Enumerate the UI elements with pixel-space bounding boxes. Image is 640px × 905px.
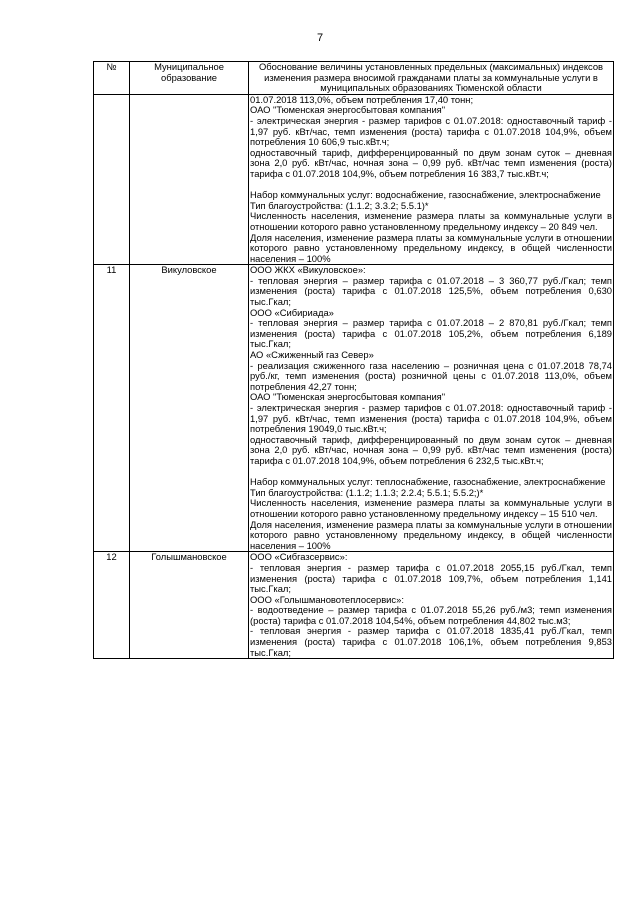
description-paragraph: АО «Сжиженный газ Север» [250,349,374,361]
description-paragraph: ООО «Сибгазсервис»: [250,551,348,563]
row-description [249,94,614,265]
description-paragraph: Доля населения, изменение размера платы за коммунальные услуги в отношении которого равно установленному предельному индексу, в общей численности населения – 100% [250,231,612,264]
description-paragraph: ООО ЖКХ «Викуловское»: [250,264,366,276]
description-paragraph: Набор коммунальных услуг: водоснабжение, газоснабжение, электроснабжение [250,189,601,201]
description-paragraph: Численность населения, изменение размера платы за коммунальные услуги в отношении которого равно установленному предельному индексу – 20 849 чел. [250,210,612,232]
description-paragraph: 01.07.2018 113,0%, объем потребления 17,40 тонн; [250,93,474,105]
row-num: 12 [94,552,130,659]
description-paragraph: ООО «Сибириада» [250,306,334,318]
description-paragraph: - тепловая энергия - размер тарифа с 01.07.2018 2055,15 руб./Гкал, темп изменения (роста) тарифа с 01.07.2018 109,7%, объем потребления 1,141 тыс.Гкал; [250,561,612,595]
tariff-table [93,61,614,659]
description-paragraph: ООО «Голышмановотеплосервис»: [250,593,404,605]
row-description [249,552,614,659]
description-paragraph: Набор коммунальных услуг: теплоснабжение, газоснабжение, электроснабжение [250,476,606,488]
description-paragraph: Численность населения, изменение размера платы за коммунальные услуги в отношении которого равно установленному предельному индексу – 15 510 чел. [250,497,612,519]
description-paragraph: - тепловая энергия - размер тарифа с 01.07.2018 1835,41 руб./Гкал, темп изменения (роста) тарифа с 01.07.2018 106,1%, объем потребления 9,853 тыс.Гкал; [250,625,612,658]
description-paragraph: Тип благоустройства: (1.1.2; 1.1.3; 2.2.4; 5.5.1; 5.5.2;)* [250,486,484,498]
row-description [249,265,614,552]
page-number: 7 [316,32,324,44]
row-municipality: Голышмановское [130,552,249,659]
row-num [94,94,130,265]
description-paragraph: ОАО "Тюменская энергосбытовая компания" [250,104,446,116]
description-paragraph: одноставочный тариф, дифференцированный по двум зонам суток – дневная зона 2,0 руб. кВт/час, ночная зона – 0,99 руб. кВт/час темп изменения (роста) тарифа с 01.07.2018 104,9%, объем потребления 16 383,7 тыс.кВт.ч; [250,146,612,179]
description-paragraph: - электрическая энергия - размер тарифов с 01.07.2018: одноставочный тариф - 1,97 руб. кВт/час, темп изменения (роста) тарифа с 01.07.2018 104,9%, объем потребления 19049,0 тыс.кВт.ч; [250,402,612,435]
description-paragraph: ОАО "Тюменская энергосбытовая компания" [250,391,446,403]
table-header-row [94,62,614,95]
header-num: № [94,62,130,95]
header-justification: Обоснование величины установленных предельных (максимальных) индексов изменения размера вносимой гражданами платы за коммунальные услуги в муниципальных образованиях Тюменской области [249,62,614,95]
header-municipality: Муниципальное образование [130,62,249,95]
description-paragraph: - тепловая энергия – размер тарифа с 01.07.2018 – 2 870,81 руб./Гкал; темп изменения (роста) тарифа с 01.07.2018 105,2%, объем потребления 6,189 тыс.Гкал; [250,317,612,350]
table-row [94,265,614,552]
row-municipality [130,94,249,265]
description-paragraph: - тепловая энергия – размер тарифа с 01.07.2018 – 3 360,77 руб./Гкал; темп изменения (роста) тарифа с 01.07.2018 125,5%, объем потребления 0,630 тыс.Гкал; [250,274,612,308]
row-num: 11 [94,265,130,552]
description-paragraph: - водоотведение – размер тарифа с 01.07.2018 55,26 руб./м3; темп изменения (роста) тарифа с 01.07.2018 104,54%, объем потребления 44,802 тыс.м3; [250,604,612,626]
description-paragraph: - реализация сжиженного газа населению – розничная цена с 01.07.2018 78,74 руб./кг, темп изменения (роста) розничной цены с 01.07.2018 113,0%, объем потребления 42,27 тонн; [250,359,612,392]
table-row [94,94,614,265]
description-paragraph: Тип благоустройства: (1.1.2; 3.3.2; 5.5.1)* [250,199,429,211]
description-paragraph: одноставочный тариф, дифференцированный по двум зонам суток – дневная зона 2,0 руб. кВт/час, ночная зона – 0,99 руб. кВт/час темп изменения (роста) тарифа с 01.07.2018 104,9%, объем потребления 6 232,5 тыс.кВт.ч; [250,433,612,466]
table-row [94,552,614,659]
description-paragraph: Доля населения, изменение размера платы за коммунальные услуги в отношении которого равно установленному предельному индексу, в общей численности населения – 100% [250,518,612,551]
row-municipality: Викуловское [130,265,249,552]
description-paragraph: - электрическая энергия - размер тарифов с 01.07.2018: одноставочный тариф - 1,97 руб. кВт/час, темп изменения (роста) тарифа с 01.07.2018 104,9%, объем потребления 10 606,9 тыс.кВт.ч; [250,114,612,148]
